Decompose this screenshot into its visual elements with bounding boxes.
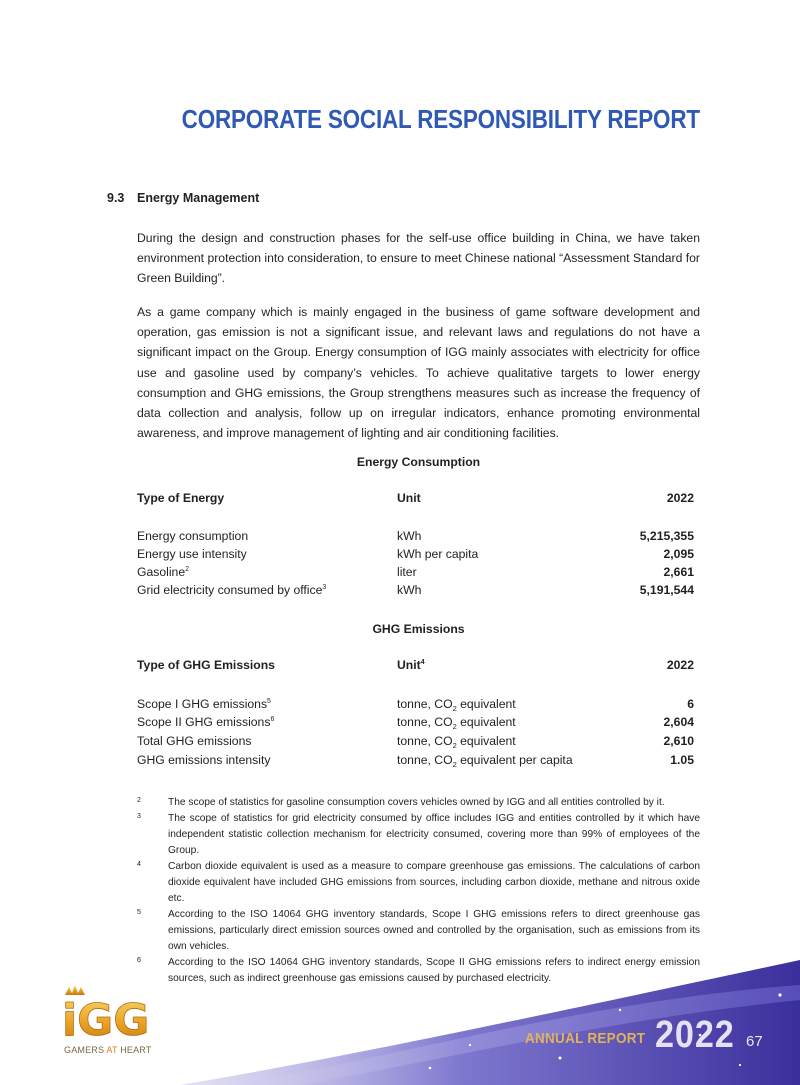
paragraph-2: As a game company which is mainly engaged in the business of game software development and operation, gas emission is not a significant issue, and relevant laws and regulations do not have a significant impact on the Group. Energy consumption of IGG mainly associates with electricity for office use and gasoline used by company’s vehicles. To achieve qualitative targets to lower energy consumption and GHG emissions, the Group strengthens measures such as increase the frequency of data collection and analysis, follow up on irregular indicators, enhance promoting environmental awareness, and improve management of lighting and air conditioning facilities. [137,305,700,441]
table-row [137,583,694,601]
row-unit: tonne, $CO_2$ equivalent per capita [397,753,573,769]
footnote-number: 6 [137,957,141,964]
footnote [137,859,700,908]
table-row [137,547,694,565]
section-title: Energy Management [137,191,260,205]
table-row [137,734,694,752]
footnote-text: The scope of statistics for grid electricity consumed by office includes IGG and entities controlled by it which have independent statistic collection mechanism for electricity consumed, covering more than 99% of employees of the Group. [168,813,700,857]
footnote [137,795,700,811]
annual-report-label: ANNUAL REPORT [525,1030,646,1047]
ghg-table-caption: GHG Emissions [372,622,465,636]
footnote-text: Carbon dioxide equivalent is used as a measure to compare greenhouse gas emissions. The calculations of carbon dioxide equivalent have included GHG emissions from sources, including carbon dioxide, methane and nitrous oxide etc. [168,861,700,905]
paragraph-1: During the design and construction phases for the self-use office building in China, we have taken environment protection into consideration, to ensure to meet Chinese national “Assessment Standard for Green Building”. [137,231,700,286]
footnote-number: 4 [137,861,141,868]
row-value: 5,215,355 [639,529,694,543]
ghg-table-header [137,658,694,676]
section-number: 9.3 [107,191,125,205]
table-row [137,697,694,715]
col-type-header: Type of GHG Emissions [137,658,275,672]
footnote-ref: 2 [185,566,190,573]
col-year-header: 2022 [666,658,694,672]
footnote-text: The scope of statistics for gasoline consumption covers vehicles owned by IGG and all entities controlled by it. [168,797,665,808]
row-value: 2,610 [663,734,694,748]
row-unit: tonne, $CO_2$ equivalent [397,697,516,713]
row-type: Grid electricity consumed by office [137,583,323,597]
footnote-text: According to the ISO 14064 GHG inventory standards, Scope II GHG emissions refers to indirect energy emission sources, such as indirect greenhouse gas emissions caused by purchased electricity. [168,957,700,985]
col-type-header: Type of Energy [137,491,225,505]
row-value: 2,095 [663,547,694,561]
energy-table-header [137,491,694,509]
energy-table-caption: Energy Consumption [356,455,481,469]
row-value: 1.05 [670,753,694,767]
table-row [137,753,694,771]
table-row [137,565,694,583]
row-type: Scope II GHG emissions [137,715,271,729]
footnote [137,811,700,860]
row-value: 6 [687,697,694,711]
row-unit: kWh [397,529,422,543]
row-type: Scope I GHG emissions [137,697,268,711]
footnote-text: According to the ISO 14064 GHG inventory standards, Scope I GHG emissions refers to direct greenhouse gas emissions, particularly direct emission sources owned and controlled by the organisation, such as emissions from its own vehicles. [168,909,700,953]
col-unit-header: Unit [397,658,421,672]
row-unit: tonne, $CO_2$ equivalent [397,734,516,750]
logo-tagline: GAMERS AT HEART [64,1045,152,1055]
report-year: 2022 [655,1014,735,1056]
footnote-ref: 6 [270,716,275,723]
row-value: 5,191,544 [639,583,694,597]
logo-wordmark: iGG [62,995,150,1046]
table-row [137,529,694,547]
footnote-number: 5 [137,909,141,916]
footnote-number: 2 [137,797,141,804]
col-unit-header: Unit [397,491,421,505]
row-type: Energy use intensity [137,547,247,561]
table-row [137,715,694,733]
footnote-ref: 5 [267,698,271,705]
row-type: Gasoline [137,565,186,579]
row-value: 2,661 [663,565,694,579]
footnote-ref: 4 [420,659,425,666]
row-type: GHG emissions intensity [137,753,271,767]
footnote-number: 3 [137,813,141,820]
row-unit: kWh [397,583,422,597]
row-type: Total GHG emissions [137,734,252,748]
row-unit: kWh per capita [397,547,479,561]
footnote-ref: 3 [322,584,327,591]
row-unit: liter [397,565,417,579]
row-value: 2,604 [663,715,694,729]
col-year-header: 2022 [666,491,694,505]
row-type: Energy consumption [137,529,249,543]
page-number: 67 [746,1033,763,1050]
page-header-title: CORPORATE SOCIAL RESPONSIBILITY REPORT [181,106,700,134]
row-unit: tonne, $CO_2$ equivalent [397,715,516,731]
